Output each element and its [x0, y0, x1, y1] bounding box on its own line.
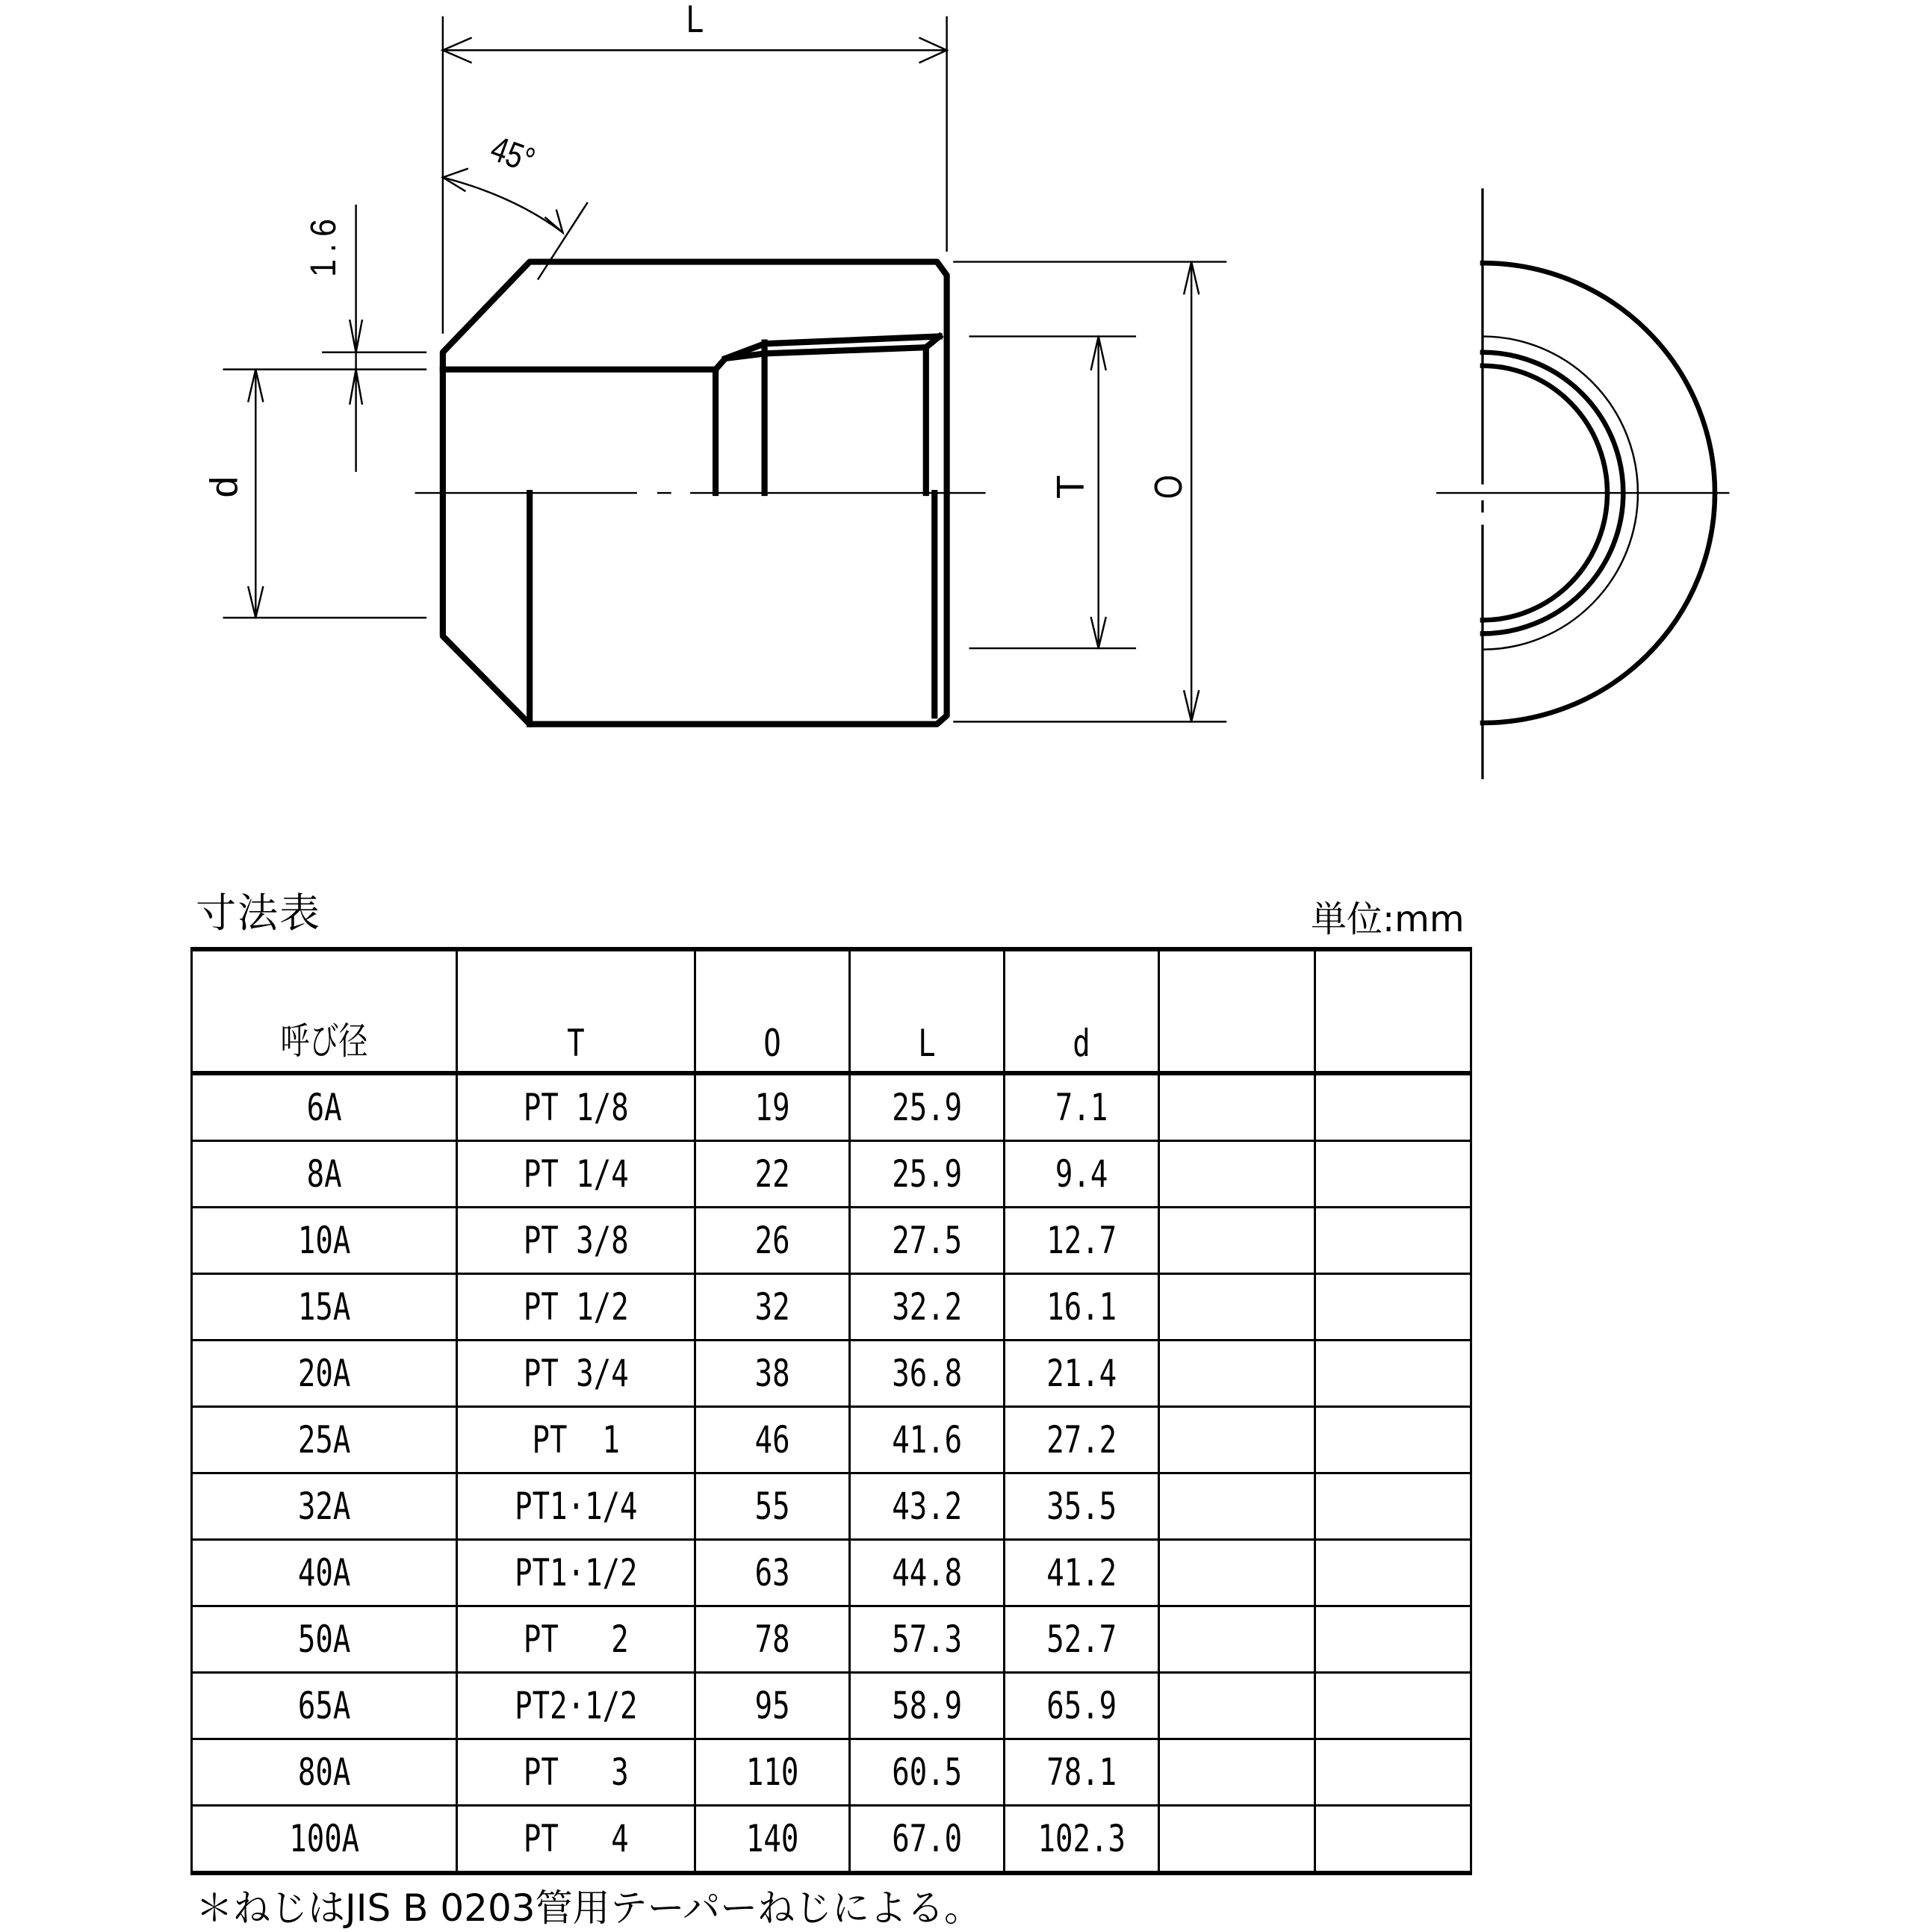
bore-label: d	[202, 476, 246, 498]
bore-dimension	[224, 370, 426, 618]
cell-blank	[1315, 1141, 1471, 1208]
cell-l: 43.2	[850, 1473, 1005, 1540]
cell-o: 32	[695, 1274, 850, 1341]
cell-size: 50A	[192, 1606, 457, 1673]
footnote: ＊ねじはJIS B 0203管用テーパーねじによる。	[196, 1886, 982, 1930]
cell-l: 44.8	[850, 1540, 1005, 1606]
cell-d: 35.5	[1005, 1473, 1159, 1540]
cell-d: 78.1	[1005, 1739, 1159, 1806]
cell-t: PT 1/2	[457, 1274, 695, 1341]
header-blank-1	[1159, 949, 1315, 1073]
table-row	[192, 1540, 1471, 1606]
cell-d: 102.3	[1005, 1806, 1159, 1874]
cell-d: 52.7	[1005, 1606, 1159, 1673]
cell-l: 60.5	[850, 1739, 1005, 1806]
cell-blank	[1159, 1341, 1315, 1407]
cell-d: 7.1	[1005, 1073, 1159, 1141]
cell-o: 63	[695, 1540, 850, 1606]
cell-size: 40A	[192, 1540, 457, 1606]
cell-l: 57.3	[850, 1606, 1005, 1673]
cell-d: 41.2	[1005, 1540, 1159, 1606]
table-row	[192, 1739, 1471, 1806]
cell-t: PT1·1/4	[457, 1473, 695, 1540]
cell-blank	[1315, 1540, 1471, 1606]
cell-size: 100A	[192, 1806, 457, 1874]
cell-t: PT2·1/2	[457, 1673, 695, 1739]
cell-l: 32.2	[850, 1274, 1005, 1341]
cell-size: 32A	[192, 1473, 457, 1540]
cell-d: 65.9	[1005, 1673, 1159, 1739]
cell-d: 12.7	[1005, 1208, 1159, 1274]
cell-t: PT 1/8	[457, 1073, 695, 1141]
cell-o: 38	[695, 1341, 850, 1407]
table-row	[192, 1274, 1471, 1341]
cell-o: 110	[695, 1739, 850, 1806]
cell-o: 22	[695, 1141, 850, 1208]
table-row	[192, 1341, 1471, 1407]
cell-size: 10A	[192, 1208, 457, 1274]
cell-l: 27.5	[850, 1208, 1005, 1274]
table-body	[192, 1073, 1471, 1873]
cell-o: 46	[695, 1407, 850, 1473]
cell-blank	[1315, 1341, 1471, 1407]
cell-o: 78	[695, 1606, 850, 1673]
cell-o: 140	[695, 1806, 850, 1874]
side-view	[1437, 190, 1728, 778]
cell-blank	[1315, 1208, 1471, 1274]
cell-blank	[1159, 1473, 1315, 1540]
technical-drawing	[0, 0, 1918, 851]
cell-blank	[1315, 1407, 1471, 1473]
cell-t: PT 3	[457, 1739, 695, 1806]
cell-t: PT 3/4	[457, 1341, 695, 1407]
cell-blank	[1315, 1806, 1471, 1874]
cell-size: 20A	[192, 1341, 457, 1407]
cell-l: 41.6	[850, 1407, 1005, 1473]
cell-t: PT 1/4	[457, 1141, 695, 1208]
cell-l: 58.9	[850, 1673, 1005, 1739]
cell-blank	[1159, 1141, 1315, 1208]
cell-l: 25.9	[850, 1141, 1005, 1208]
cell-blank	[1315, 1473, 1471, 1540]
thread-label: T	[1049, 475, 1093, 499]
cell-d: 9.4	[1005, 1141, 1159, 1208]
cell-o: 95	[695, 1673, 850, 1739]
cell-size: 80A	[192, 1739, 457, 1806]
cell-blank	[1315, 1274, 1471, 1341]
cell-t: PT1·1/2	[457, 1540, 695, 1606]
length-label: L	[686, 0, 704, 41]
cell-blank	[1159, 1673, 1315, 1739]
cell-blank	[1159, 1208, 1315, 1274]
cell-blank	[1315, 1739, 1471, 1806]
header-length: L	[850, 949, 1005, 1073]
cell-blank	[1159, 1274, 1315, 1341]
cell-o: 19	[695, 1073, 850, 1141]
cell-t: PT 1	[457, 1407, 695, 1473]
header-outer: O	[695, 949, 850, 1073]
chamfer-label: 1.6	[303, 211, 344, 278]
angle-label: 45°	[485, 128, 540, 181]
cell-l: 36.8	[850, 1341, 1005, 1407]
cell-blank	[1159, 1073, 1315, 1141]
cell-size: 8A	[192, 1141, 457, 1208]
cell-d: 16.1	[1005, 1274, 1159, 1341]
cell-blank	[1159, 1407, 1315, 1473]
cell-d: 21.4	[1005, 1341, 1159, 1407]
table-row	[192, 1073, 1471, 1141]
table-row	[192, 1141, 1471, 1208]
table-row	[192, 1208, 1471, 1274]
outer-label: O	[1147, 474, 1191, 500]
cell-l: 67.0	[850, 1806, 1005, 1874]
cell-o: 26	[695, 1208, 850, 1274]
cell-t: PT 4	[457, 1806, 695, 1874]
cell-blank	[1159, 1540, 1315, 1606]
cell-blank	[1159, 1806, 1315, 1874]
header-bore: d	[1005, 949, 1159, 1073]
cell-size: 6A	[192, 1073, 457, 1141]
unit-label: 単位:mm	[1311, 898, 1465, 940]
cell-blank	[1315, 1606, 1471, 1673]
cell-size: 15A	[192, 1274, 457, 1341]
cell-o: 55	[695, 1473, 850, 1540]
header-nominal-size: 呼び径	[192, 949, 457, 1073]
cell-size: 25A	[192, 1407, 457, 1473]
cell-l: 25.9	[850, 1073, 1005, 1141]
header-blank-2	[1315, 949, 1471, 1073]
cell-blank	[1159, 1739, 1315, 1806]
table-row	[192, 1606, 1471, 1673]
header-thread: T	[457, 949, 695, 1073]
table-title: 寸法表	[196, 889, 321, 937]
cell-size: 65A	[192, 1673, 457, 1739]
table-header-row	[192, 949, 1471, 1073]
cell-d: 27.2	[1005, 1407, 1159, 1473]
table-row	[192, 1407, 1471, 1473]
dimension-table	[190, 947, 1472, 1875]
cell-t: PT 3/8	[457, 1208, 695, 1274]
table-row	[192, 1806, 1471, 1874]
table-row	[192, 1473, 1471, 1540]
cell-blank	[1315, 1673, 1471, 1739]
cell-blank	[1159, 1606, 1315, 1673]
cell-t: PT 2	[457, 1606, 695, 1673]
table-row	[192, 1673, 1471, 1739]
cell-blank	[1315, 1073, 1471, 1141]
